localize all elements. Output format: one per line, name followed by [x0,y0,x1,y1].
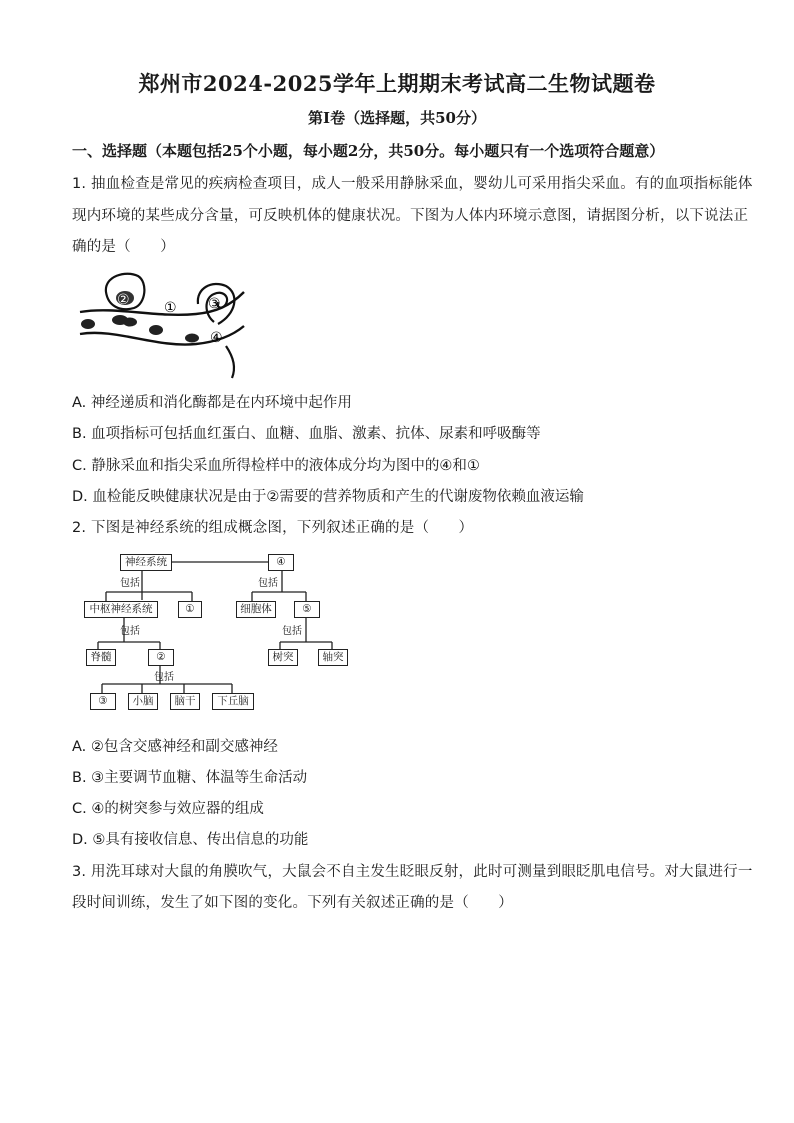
q1-stem-line-1: 1. 抽血检查是常见的疾病检查项目，成人一般采用静脉采血，婴幼儿可采用指尖采血。有的血项指标能体 [72,176,753,192]
box-cerebellum: 小脑 [128,693,158,710]
q1-stem-line-2: 现内环境的某些成分含量，可反映机体的健康状况。下图为人体内环境示意图，请据图分析，以下说法正 [72,208,749,224]
q1-stem-line-3: 确的是（ ） [72,239,175,255]
volume-heading: 第Ⅰ卷（选择题，共50分） [308,109,486,127]
exam-title: 郑州市2024-2025学年上期期末考试高二生物试题卷 [138,71,656,96]
q1-option-c: C. 静脉采血和指尖采血所得检样中的液体成分均为图中的④和① [72,458,480,474]
box-hypothalamus: 下丘脑 [212,693,254,710]
figure-label-3: ③ [208,296,221,312]
box-central-nervous-system: 中枢神经系统 [84,601,158,618]
box-5: ⑤ [294,601,320,618]
box-spinal-cord: 脊髓 [86,649,116,666]
box-4: ④ [268,554,294,571]
red-blood-cell [81,319,95,329]
q1-option-d: D. 血检能反映健康状况是由于②需要的营养物质和产生的代谢废物依赖血液运输 [72,489,584,505]
red-blood-cell [149,325,163,335]
includes-label-3: 包括 [120,626,140,637]
box-brainstem: 脑干 [170,693,200,710]
figure-label-4: ④ [210,330,223,346]
box-axon: 轴突 [318,649,348,666]
q2-option-d: D. ⑤具有接收信息、传出信息的功能 [72,832,309,848]
internal-environment-figure [76,262,246,380]
q1-option-a: A. 神经递质和消化酶都是在内环境中起作用 [72,395,352,411]
q2-stem: 2. 下图是神经系统的组成概念图，下列叙述正确的是（ ） [72,520,474,536]
box-3: ③ [90,693,116,710]
includes-label-5: 包括 [154,672,174,683]
figure-label-2: ② [117,292,130,308]
q2-option-b: B. ③主要调节血糖、体温等生命活动 [72,770,308,786]
q1-option-b: B. 血项指标可包括血红蛋白、血糖、血脂、激素、抗体、尿素和呼吸酶等 [72,426,541,442]
q2-option-c: C. ④的树突参与效应器的组成 [72,801,264,817]
includes-label-4: 包括 [282,626,302,637]
nervous-system-concept-diagram [84,548,354,720]
section-heading: 一、选择题（本题包括25个小题，每小题2分，共50分。每小题只有一个选项符合题意） [72,142,665,160]
box-cell-body: 细胞体 [236,601,276,618]
q3-stem-line-2: 段时间训练，发生了如下图的变化。下列有关叙述正确的是（ ） [72,895,513,911]
red-blood-cell [185,334,199,343]
box-1: ① [178,601,202,618]
figure-label-1: ① [164,300,177,316]
red-blood-cell [123,318,137,327]
box-nervous-system: 神经系统 [120,554,172,571]
q3-stem-line-1: 3. 用洗耳球对大鼠的角膜吹气，大鼠会不自主发生眨眼反射，此时可测量到眼眨肌电信号。对大鼠进行一 [72,864,753,880]
includes-label-2: 包括 [258,578,278,589]
box-2: ② [148,649,174,666]
box-dendrite: 树突 [268,649,298,666]
includes-label-1: 包括 [120,578,140,589]
q2-option-a: A. ②包含交感神经和副交感神经 [72,739,278,755]
